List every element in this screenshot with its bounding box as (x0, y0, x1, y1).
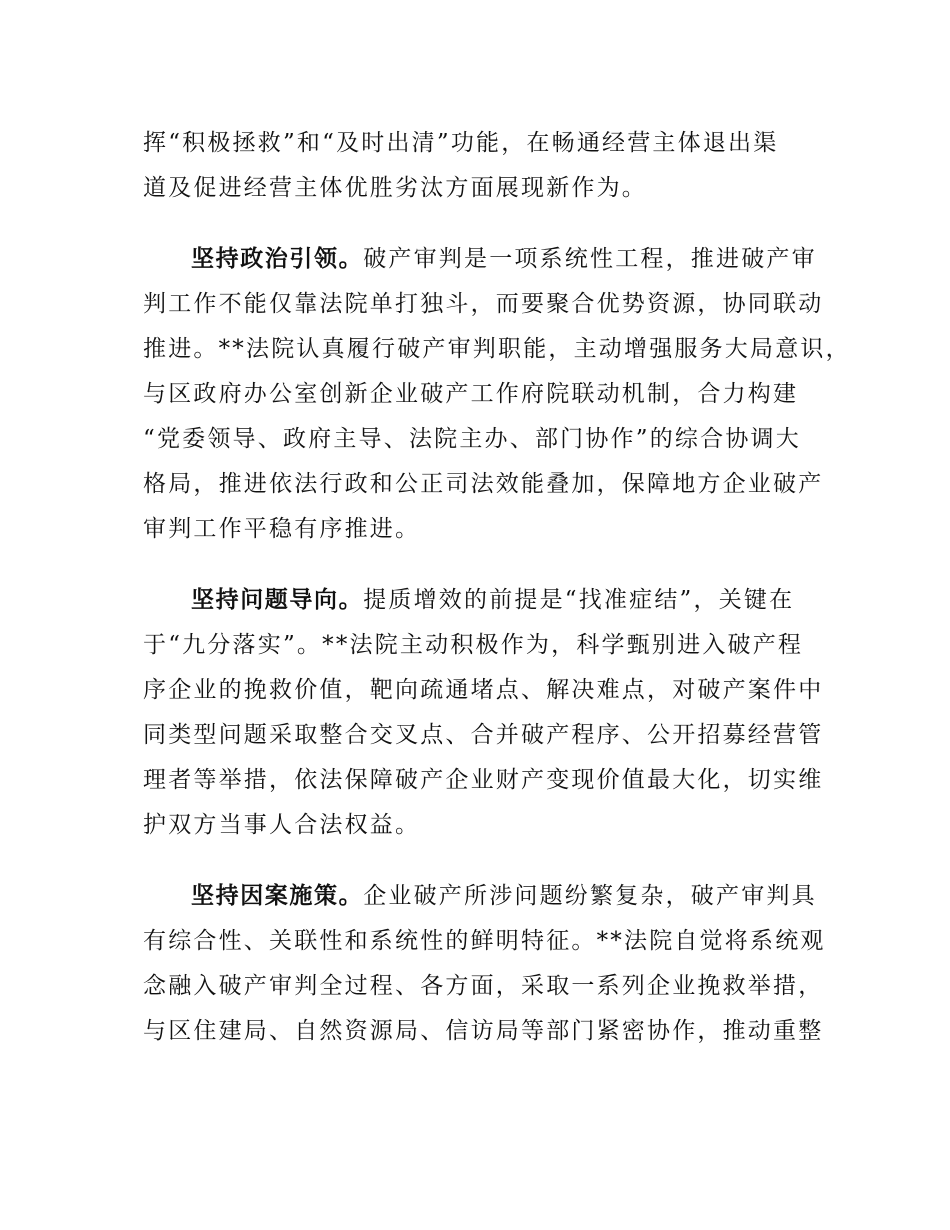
paragraph-heading: 坚持因案施策。 (191, 883, 364, 909)
body-text (143, 121, 851, 1054)
text-line: 推进。**法院认真履行破产审判职能，主动增强服务大局意识， (143, 336, 851, 362)
paragraph-problem-orientation (143, 578, 824, 848)
text-line: 道及促进经营主体优胜劣汰方面展现新作为。 (143, 175, 647, 201)
text-line: 判工作不能仅靠法院单打独斗，而要聚合优势资源，协同联动 (143, 291, 824, 317)
text-line: 同类型问题采取整合交叉点、合并破产程序、公开招募经营管 (143, 722, 824, 748)
text-line: 于“九分落实”。**法院主动积极作为，科学甄别进入破产程 (143, 632, 804, 658)
text-line: 与区政府办公室创新企业破产工作府院联动机制，合力构建 (143, 381, 799, 407)
text-line-first (143, 874, 817, 919)
text-line: 审判工作平稳有序推进。 (143, 516, 421, 542)
paragraph-heading: 坚持政治引领。 (191, 246, 364, 272)
text-line: 有综合性、关联性和系统性的鲜明特征。**法院自觉将系统观 (143, 928, 826, 954)
text-line: 念融入破产审判全过程、各方面，采取一系列企业挽救举措， (143, 973, 824, 999)
paragraph-political-guidance (143, 237, 851, 552)
text-line: “党委领导、政府主导、法院主办、部门协作”的综合协调大 (143, 426, 801, 452)
text-line: 格局，推进依法行政和公正司法效能叠加，保障地方企业破产 (143, 471, 824, 497)
text-line: 理者等举措，依法保障破产企业财产变现价值最大化，切实维 (143, 767, 824, 793)
text-run: 破产审判是一项系统性工程，推进破产审 (363, 246, 817, 272)
text-run: 提质增效的前提是“找准症结”，关键在 (363, 587, 795, 613)
text-line: 护双方当事人合法权益。 (143, 812, 421, 838)
text-run: 企业破产所涉问题纷繁复杂，破产审判具 (363, 883, 817, 909)
paragraph-continuation (143, 121, 813, 211)
text-line: 与区住建局、自然资源局、信访局等部门紧密协作，推动重整 (143, 1018, 824, 1044)
paragraph-case-specific-policy (143, 874, 826, 1054)
text-line-first (143, 578, 813, 623)
text-line-first (143, 237, 817, 282)
text-line: 序企业的挽救价值，靶向疏通堵点、解决难点，对破产案件中 (143, 677, 824, 703)
paragraph-heading: 坚持问题导向。 (191, 587, 364, 613)
text-line: 挥“积极拯救”和“及时出清”功能，在畅通经营主体退出渠 (143, 130, 779, 156)
